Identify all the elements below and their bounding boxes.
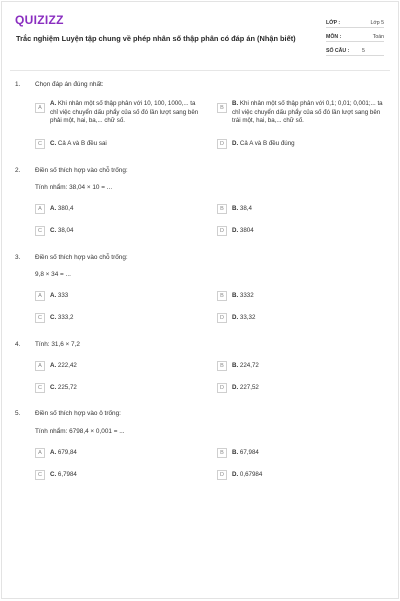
option-label: 0,67984 [239,471,263,478]
option-label: 6,7984 [57,471,77,478]
option-letter: D. [232,227,239,234]
option-letter: D. [232,384,239,391]
option-letter: C. [50,471,57,478]
question-subtext: 9,8 × 34 = ... [35,271,71,278]
option-box: D [217,383,227,393]
option-c[interactable] [35,226,73,236]
option-box: C [35,470,45,480]
option-box: C [35,383,45,393]
option-letter: C. [50,384,57,391]
option-label: Khi nhân một số thập phân với 10, 100, 1000,... ta chỉ việc chuyển dấu phẩy của số đó lần lượt sang bên phải một, hai, ba,... chữ số. [50,100,199,125]
worksheet-title: Trắc nghiệm Luyện tập chung về phép nhân số thập phân có đáp án (Nhận biết) [16,34,296,43]
option-text [232,226,254,236]
worksheet-header [2,2,398,64]
worksheet-page [1,1,399,599]
option-label: 224,72 [239,362,259,369]
option-c[interactable] [35,139,107,149]
question-subtext: Tính nhẩm: 38,04 × 10 = ... [35,184,113,191]
option-text [50,313,73,323]
option-label: 380,4 [57,205,74,212]
option-box: B [217,361,227,371]
option-text [50,291,68,301]
option-box: A [35,103,45,113]
option-d[interactable] [217,139,295,149]
option-box: B [217,291,227,301]
option-letter: D. [232,471,239,478]
option-box: A [35,448,45,458]
meta-subject-label: MÔN : [326,34,342,40]
option-text [50,99,205,126]
option-letter: B. [232,292,239,299]
question-text: Điền số thích hợp vào chỗ trống: [35,167,128,174]
option-box: D [217,470,227,480]
option-letter: A. [50,292,57,299]
option-a[interactable] [35,99,205,126]
option-label: 225,72 [57,384,77,391]
option-label: 3332 [239,292,254,299]
option-d[interactable] [217,383,259,393]
option-d[interactable] [217,313,255,323]
option-c[interactable] [35,383,77,393]
option-a[interactable] [35,291,68,301]
option-b[interactable] [217,99,387,126]
meta-subject-value: Toán [372,34,384,40]
option-box: B [217,204,227,214]
option-box: A [35,361,45,371]
option-text [232,139,295,149]
option-a[interactable] [35,204,73,214]
option-letter: C. [50,314,57,321]
option-letter: A. [50,362,57,369]
option-letter: A. [50,205,57,212]
quizizz-logo: QUIZIZZ [15,13,64,27]
option-c[interactable] [35,470,77,480]
meta-count-value: 5 [362,48,365,54]
option-box: A [35,291,45,301]
option-letter: D. [232,314,239,321]
option-label: Cả A và B đều đúng [239,140,295,147]
option-label: 333,2 [57,314,74,321]
option-a[interactable] [35,361,77,371]
option-text [232,361,259,371]
option-label: 333 [57,292,69,299]
option-text [232,383,259,393]
option-box: D [217,226,227,236]
option-label: 3804 [239,227,254,234]
meta-class-value: Lớp 5 [370,20,384,26]
option-text [232,204,252,214]
question-text: Tính: 31,6 × 7,2 [35,341,80,348]
question-number: 1. [15,81,21,88]
option-letter: B. [232,100,239,107]
option-c[interactable] [35,313,73,323]
option-letter: A. [50,100,57,107]
option-text [50,448,77,458]
question-text: Điền số thích hợp vào chỗ trống: [35,254,128,261]
option-text [50,139,107,149]
option-b[interactable] [217,448,259,458]
option-letter: C. [50,140,57,147]
option-b[interactable] [217,204,252,214]
option-label: 227,52 [239,384,259,391]
question-subtext: Tính nhẩm: 6798,4 × 0,001 = ... [35,428,125,435]
meta-row-class [326,14,384,28]
option-b[interactable] [217,291,254,301]
option-letter: B. [232,449,239,456]
option-text [50,383,77,393]
option-text [50,361,77,371]
option-box: D [217,313,227,323]
question-number: 2. [15,167,21,174]
option-label: 38,04 [57,227,74,234]
option-text [232,291,254,301]
option-box: B [217,103,227,113]
option-text [232,99,387,126]
option-text [50,226,73,236]
option-letter: C. [50,227,57,234]
option-label: 679,84 [57,449,77,456]
option-box: C [35,313,45,323]
question-text: Điền số thích hợp vào ô trống: [35,410,121,417]
meta-row-subject [326,28,384,42]
option-box: B [217,448,227,458]
option-box: C [35,226,45,236]
option-letter: A. [50,449,57,456]
option-label: 38,4 [239,205,252,212]
option-letter: B. [232,205,239,212]
option-a[interactable] [35,448,77,458]
question-number: 5. [15,410,21,417]
question-number: 4. [15,341,21,348]
option-label: 67,984 [239,449,259,456]
option-d[interactable] [217,470,262,480]
meta-row-count [326,42,384,56]
meta-count-label: SỐ CÂU : [326,48,350,54]
question-number: 3. [15,254,21,261]
option-letter: B. [232,362,239,369]
worksheet-meta [326,14,384,56]
option-b[interactable] [217,361,259,371]
option-text [50,204,73,214]
option-label: 222,42 [57,362,77,369]
option-box: A [35,204,45,214]
header-divider [10,70,390,71]
question-text: Chọn đáp án đúng nhất: [35,81,104,88]
option-label: Cả A và B đều sai [57,140,107,147]
option-box: D [217,139,227,149]
option-label: 33,32 [239,314,256,321]
option-text [232,313,255,323]
option-d[interactable] [217,226,254,236]
option-box: C [35,139,45,149]
meta-class-label: LỚP : [326,20,341,26]
option-letter: D. [232,140,239,147]
option-text [50,470,77,480]
option-text [232,470,262,480]
option-text [232,448,259,458]
option-label: Khi nhân một số thập phân với 0,1; 0,01; 0,001;... ta chỉ việc chuyển dấu phẩy của số đó lần lượt sang bên trái một, hai, ba,... chữ số. [232,100,383,125]
